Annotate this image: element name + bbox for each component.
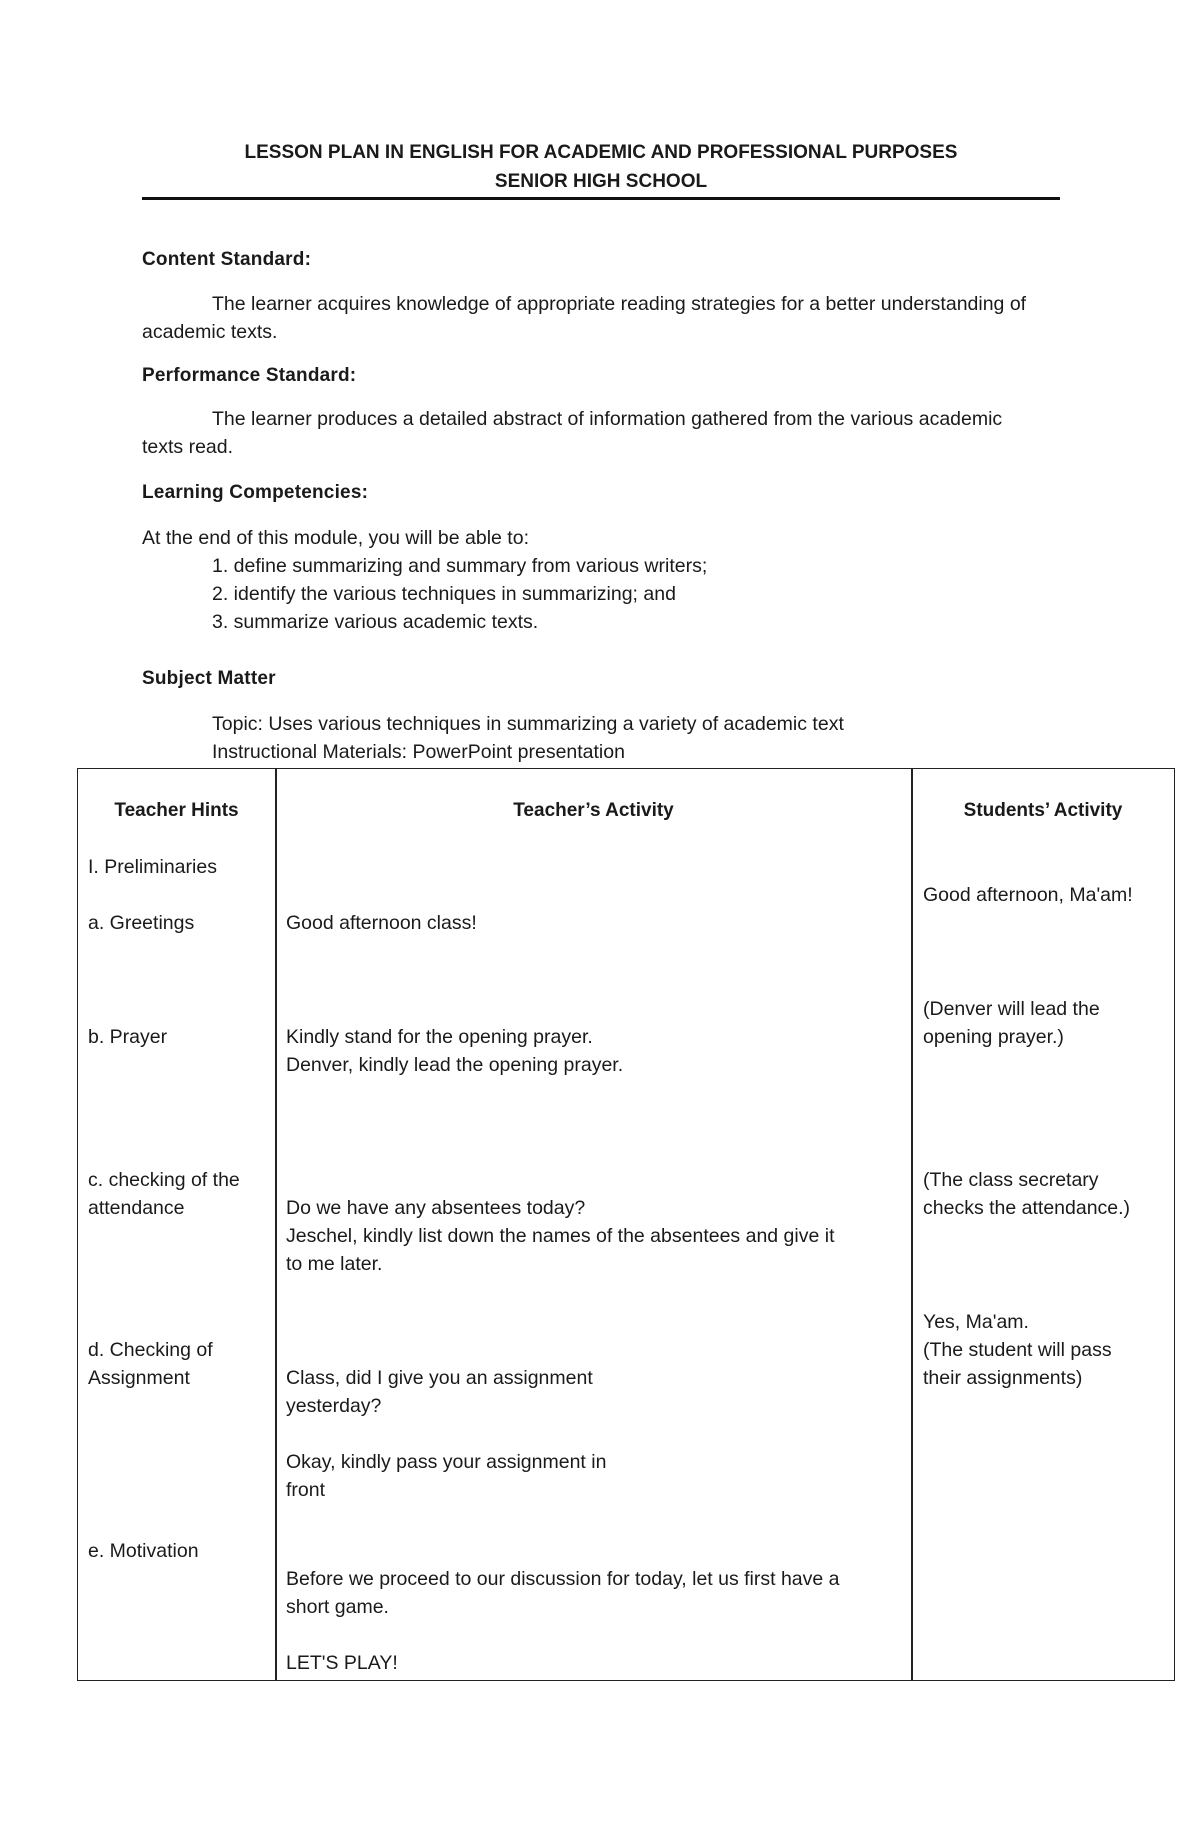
learning-competencies-heading: Learning Competencies: xyxy=(142,482,369,503)
teacher-motivation: short game. xyxy=(286,1596,389,1618)
competencies-intro: At the end of this module, you will be able to: xyxy=(142,527,529,549)
hint-prayer: b. Prayer xyxy=(88,1026,168,1048)
teacher-assignment: yesterday? xyxy=(286,1395,382,1417)
teachers-activity-header: Teacher’s Activity xyxy=(513,800,674,821)
subject-topic: Topic: Uses various techniques in summarizing a variety of academic text xyxy=(212,713,844,735)
teacher-assignment: Class, did I give you an assignment xyxy=(286,1367,593,1389)
student-greeting: Good afternoon, Ma'am! xyxy=(923,884,1133,906)
teacher-attendance: Do we have any absentees today? xyxy=(286,1197,586,1219)
students-activity-header: Students’ Activity xyxy=(963,800,1123,821)
teacher-assignment: Okay, kindly pass your assignment in xyxy=(286,1451,607,1473)
column-divider xyxy=(275,769,277,1680)
document-subtitle: SENIOR HIGH SCHOOL xyxy=(494,171,708,192)
student-attendance: checks the attendance.) xyxy=(923,1197,1131,1219)
student-assignment: their assignments) xyxy=(923,1367,1083,1389)
subject-matter-heading: Subject Matter xyxy=(142,668,276,689)
teacher-motivation: Before we proceed to our discussion for today, let us first have a xyxy=(286,1568,840,1590)
student-prayer: opening prayer.) xyxy=(923,1026,1064,1048)
hint-assignment: Assignment xyxy=(88,1367,190,1389)
document-title: LESSON PLAN IN ENGLISH FOR ACADEMIC AND PROFESSIONAL PURPOSES xyxy=(244,142,958,163)
student-assignment: (The student will pass xyxy=(923,1339,1112,1361)
hint-attendance: c. checking of the xyxy=(88,1169,240,1191)
teacher-greeting: Good afternoon class! xyxy=(286,912,477,934)
teacher-attendance: Jeschel, kindly list down the names of the absentees and give it xyxy=(286,1225,835,1247)
hint-assignment: d. Checking of xyxy=(88,1339,213,1361)
teacher-assignment: front xyxy=(286,1479,326,1501)
hint-greetings: a. Greetings xyxy=(88,912,195,934)
content-standard-text: The learner acquires knowledge of appropriate reading strategies for a better understanding of academic texts. xyxy=(142,293,1027,343)
hint-preliminaries: I. Preliminaries xyxy=(88,856,217,878)
teacher-motivation: LET'S PLAY! xyxy=(286,1652,398,1674)
competency-item: 3. summarize various academic texts. xyxy=(212,611,539,633)
teacher-prayer: Kindly stand for the opening prayer. xyxy=(286,1026,593,1048)
column-divider xyxy=(911,769,913,1680)
teacher-attendance: to me later. xyxy=(286,1253,383,1275)
student-prayer: (Denver will lead the xyxy=(923,998,1100,1020)
teacher-prayer: Denver, kindly lead the opening prayer. xyxy=(286,1054,624,1076)
hint-motivation: e. Motivation xyxy=(88,1540,199,1562)
student-attendance: (The class secretary xyxy=(923,1169,1099,1191)
instructional-materials: Instructional Materials: PowerPoint presentation xyxy=(212,741,625,763)
content-standard-heading: Content Standard: xyxy=(142,249,312,270)
competency-item: 1. define summarizing and summary from various writers; xyxy=(212,555,708,577)
activity-table xyxy=(77,768,1175,1681)
title-divider xyxy=(142,197,1060,200)
student-assignment: Yes, Ma'am. xyxy=(923,1311,1029,1333)
performance-standard-text: The learner produces a detailed abstract of information gathered from the various academic texts read. xyxy=(142,408,1003,458)
hint-attendance: attendance xyxy=(88,1197,185,1219)
competency-item: 2. identify the various techniques in summarizing; and xyxy=(212,583,676,605)
performance-standard-heading: Performance Standard: xyxy=(142,365,357,386)
teacher-hints-header: Teacher Hints xyxy=(114,800,239,821)
